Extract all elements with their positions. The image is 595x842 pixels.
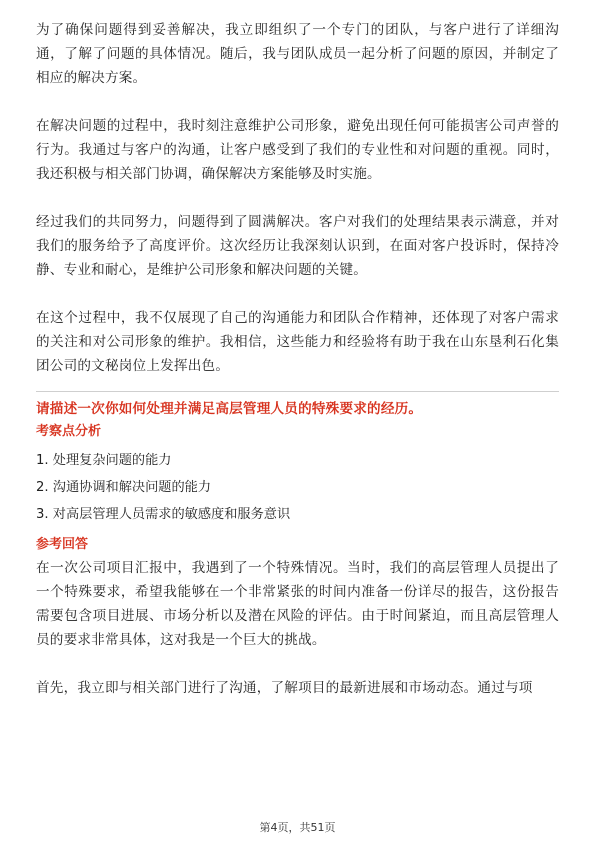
section-divider (36, 391, 559, 392)
page-footer (0, 819, 595, 835)
list-item: 1. 处理复杂问题的能力 (36, 453, 172, 468)
list-item: 2. 沟通协调和解决问题的能力 (36, 480, 212, 495)
analysis-title: 考察点分析 (36, 424, 102, 439)
paragraph: 为了确保问题得到妥善解决，我立即组织了一个专门的团队，与客户进行了详细沟通，了解了问题的具体情况。随后，我与团队成员一起分析了问题的原因，并制定了相应的解决方案。 (36, 22, 559, 86)
paragraph: 在解决问题的过程中，我时刻注意维护公司形象，避免出现任何可能损害公司声誉的行为。我通过与客户的沟通，让客户感受到了我们的专业性和对问题的重视。同时，我还积极与相关部门协调，确保解决方案能够及时实施。 (36, 118, 559, 182)
page-number: 第4页，共51页 (259, 821, 336, 834)
page-content (36, 18, 559, 700)
paragraph: 经过我们的共同努力，问题得到了圆满解决。客户对我们的处理结果表示满意，并对我们的服务给予了高度评价。这次经历让我深刻认识到，在面对客户投诉时，保持冷静、专业和耐心，是维护公司形象和解决问题的关键。 (36, 214, 559, 278)
answer-title: 参考回答 (36, 537, 89, 552)
list-item: 3. 对高层管理人员需求的敏感度和服务意识 (36, 507, 291, 522)
analysis-list (36, 447, 559, 528)
paragraph: 在这个过程中，我不仅展现了自己的沟通能力和团队合作精神，还体现了对客户需求的关注和对公司形象的维护。我相信，这些能力和经验将有助于我在山东垦利石化集团公司的文秘岗位上发挥出色。 (36, 310, 559, 374)
question-heading: 请描述一次你如何处理并满足高层管理人员的特殊要求的经历。 (36, 401, 423, 417)
answer-paragraph: 首先，我立即与相关部门进行了沟通，了解项目的最新进展和市场动态。通过与项 (36, 680, 533, 696)
answer-paragraph: 在一次公司项目汇报中，我遇到了一个特殊情况。当时，我们的高层管理人员提出了一个特殊要求，希望我能够在一个非常紧张的时间内准备一份详尽的报告，这份报告需要包含项目进展、市场分析以及潜在风险的评估。由于时间紧迫，而且高层管理人员的要求非常具体，这对我是一个巨大的挑战。 (36, 560, 559, 648)
